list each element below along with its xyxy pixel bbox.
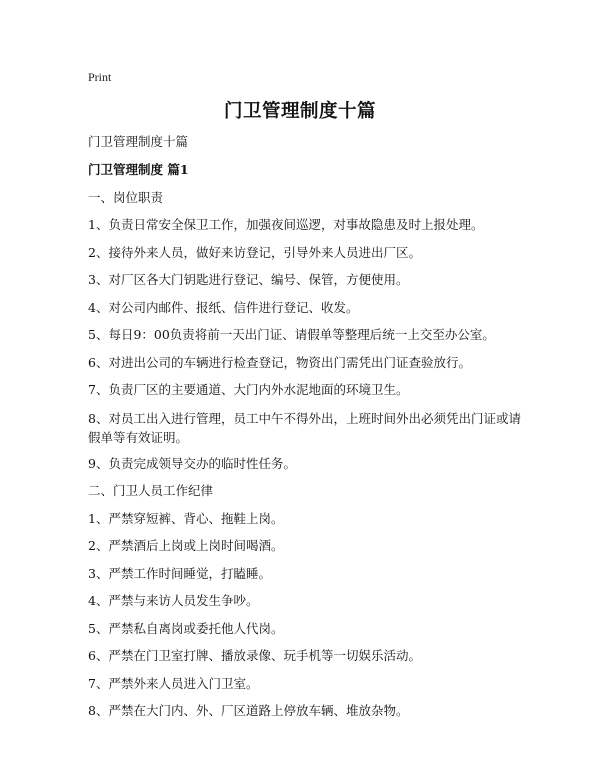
paragraph: 7、负责厂区的主要通道、大门内外水泥地面的环境卫生。 — [88, 382, 409, 397]
paragraph: 1、严禁穿短裤、背心、拖鞋上岗。 — [88, 510, 284, 526]
paragraph: 二、门卫人员工作纪律 — [88, 483, 214, 498]
paragraph: 9、负责完成领导交办的临时性任务。 — [88, 455, 296, 471]
document-body — [88, 133, 524, 730]
paragraph: 8、严禁在大门内、外、厂区道路上停放车辆、堆放杂物。 — [88, 703, 409, 718]
paragraph: 4、严禁与来访人员发生争吵。 — [88, 593, 259, 608]
document-title: 门卫管理制度十篇 — [223, 101, 376, 122]
paragraph: 8、对员工出入进行管理，员工中午不得外出，上班时间外出必须凭出门证或请假单等有效证明。 — [88, 410, 521, 445]
print-link[interactable]: Print — [88, 70, 112, 84]
paragraph: 4、对公司内邮件、报纸、信件进行登记、收发。 — [88, 299, 359, 315]
paragraph: 3、严禁工作时间睡觉，打瞌睡。 — [88, 565, 271, 581]
paragraph: 2、接待外来人员，做好来访登记，引导外来人员进出厂区。 — [88, 244, 421, 260]
paragraph: 6、严禁在门卫室打牌、播放录像、玩手机等一切娱乐活动。 — [88, 648, 421, 663]
section-heading: 门卫管理制度 篇1 — [88, 162, 189, 177]
paragraph: 7、严禁外来人员进入门卫室。 — [88, 675, 259, 691]
paragraph: 5、每日9：00负责将前一天出门证、请假单等整理后统一上交至办公室。 — [88, 327, 495, 342]
paragraph: 3、对厂区各大门钥匙进行登记、编号、保管，方便使用。 — [88, 272, 409, 287]
document-subtitle: 门卫管理制度十篇 — [88, 134, 189, 149]
paragraph: 5、严禁私自离岗或委托他人代岗。 — [88, 620, 284, 636]
paragraph: 1、负责日常安全保卫工作，加强夜间巡逻，对事故隐患及时上报处理。 — [88, 217, 484, 232]
paragraph: 6、对进出公司的车辆进行检查登记，物资出门需凭出门证查验放行。 — [88, 354, 471, 370]
paragraph: 2、严禁酒后上岗或上岗时间喝酒。 — [88, 538, 284, 553]
paragraph: 一、岗位职责 — [88, 189, 164, 205]
